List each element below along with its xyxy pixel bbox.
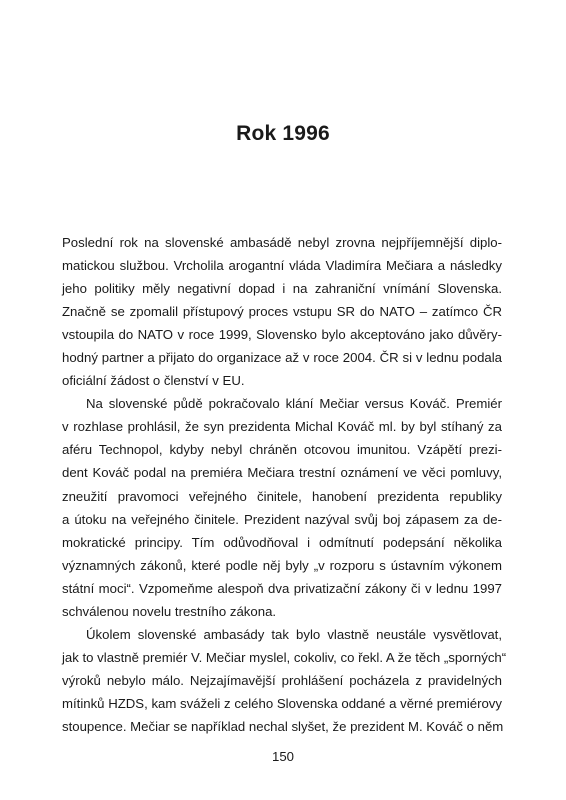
text-line: aféru Technopol, kdyby nebyl chráněn otcovou imunitou. Vzápětí prezi- — [62, 442, 502, 458]
paragraph-3 — [62, 623, 507, 738]
text-line: stoupence. Mečiar se například nechal slyšet, že prezident M. Kováč o něm — [62, 718, 504, 734]
text-line: dent Kováč podal na premiéra Mečiara trestní oznámení ve věci pomluvy, — [62, 465, 502, 481]
paragraph-1 — [62, 231, 502, 392]
text-line: schválenou novelu trestního zákona. — [62, 603, 277, 619]
text-line: mítinků HZDS, kam sváželi z celého Slovenska oddané a věrné premiérovy — [62, 695, 502, 711]
page-number: 150 — [271, 749, 294, 764]
text-line: jak to vlastně premiér V. Mečiar myslel, cokoliv, co řekl. A že těch „sporných“ — [62, 649, 507, 665]
text-line: Značně se zpomalil přístupový proces vstupu SR do NATO – zatímco ČR — [62, 304, 502, 320]
text-line: Na slovenské půdě pokračovalo klání Mečiar versus Kováč. Premiér — [86, 396, 502, 412]
body-text — [62, 231, 507, 738]
text-line: zneužití pravomoci veřejného činitele, hanobení prezidenta republiky — [62, 488, 502, 504]
text-line: Úkolem slovenské ambasády tak bylo vlastně neustále vysvětlovat, — [86, 626, 502, 642]
text-line: v rozhlase prohlásil, že syn prezidenta Michal Kováč ml. by byl stíhaný za — [62, 419, 502, 435]
text-line: hodný partner a přijato do organizace až v roce 2004. ČR si v lednu podala — [62, 350, 502, 366]
text-line: jeho politiky měly negativní dopad i na zahraniční vnímání Slovenska. — [62, 281, 502, 297]
text-line: matickou službou. Vrcholila arogantní vláda Vladimíra Mečiara a následky — [62, 258, 502, 274]
chapter-title: Rok 1996 — [236, 122, 330, 145]
text-line: mokratické principy. Tím odůvodňoval i odmítnutí podepsání několika — [62, 534, 502, 550]
text-line: významných zákonů, které podle něj byly „v rozporu s ústavním výkonem — [62, 557, 502, 573]
paragraph-2 — [62, 392, 502, 622]
text-line: státní moci“. Vzpomeňme alespoň dva privatizační zákony či v lednu 1997 — [62, 580, 502, 596]
text-line: oficiální žádost o členství v EU. — [62, 373, 245, 389]
text-line: Poslední rok na slovenské ambasádě nebyl zrovna nejpříjemnější diplo- — [62, 235, 502, 250]
text-line: a útoku na veřejného činitele. Prezident nazýval svůj boj zápasem za de- — [62, 511, 502, 527]
text-line: vstoupila do NATO v roce 1999, Slovensko bylo akceptováno jako důvěry- — [62, 327, 502, 343]
text-line: výroků nebylo málo. Nejzajímavější prohlášení pocházela z pravidelných — [62, 672, 502, 688]
